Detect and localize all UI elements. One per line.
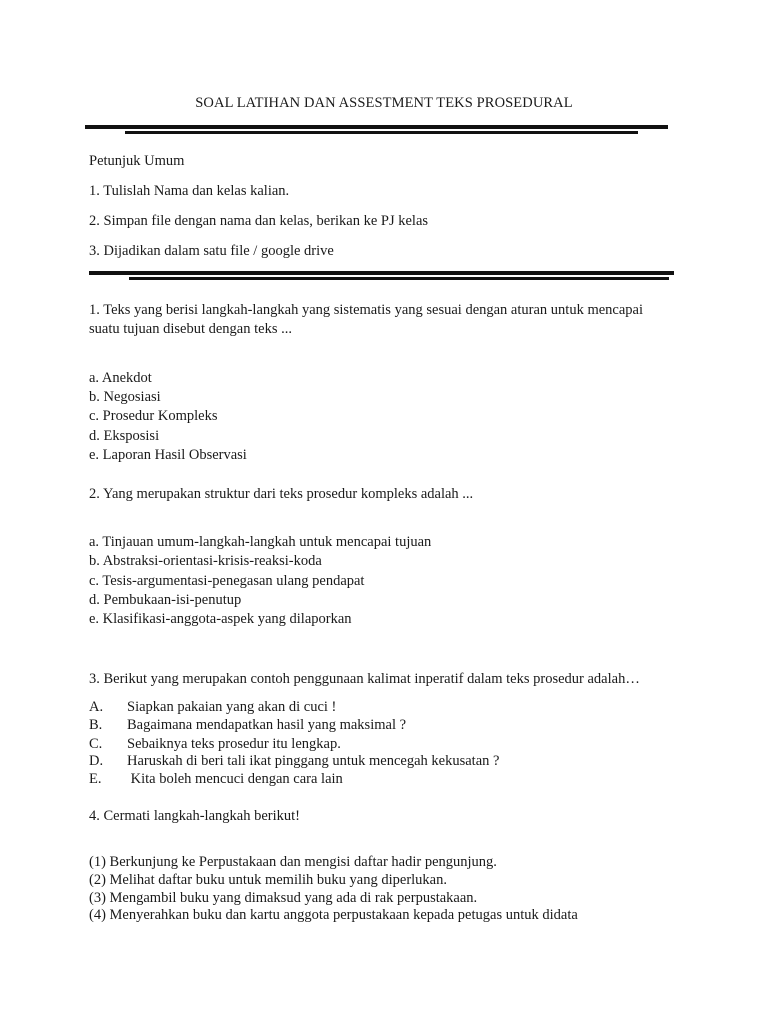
- question-3-option-b: [89, 716, 406, 735]
- question-4-step-2: (2) Melihat daftar buku untuk memilih buku yang diperlukan.: [89, 872, 447, 888]
- question-1-option-d: d. Eksposisi: [89, 428, 160, 444]
- option-letter: E.: [89, 771, 102, 787]
- question-1-option-e: e. Laporan Hasil Observasi: [89, 447, 247, 463]
- question-1-text-line1: 1. Teks yang berisi langkah-langkah yang sistematis yang sesuai dengan aturan untuk mencapai: [89, 302, 643, 318]
- question-3-option-d: [89, 752, 499, 771]
- option-text: Haruskah di beri tali ikat pinggang untuk mencegah kekusatan ?: [127, 753, 500, 769]
- instructions-heading: Petunjuk Umum: [89, 153, 185, 169]
- option-letter: B.: [89, 717, 103, 733]
- question-4-step-4: (4) Menyerahkan buku dan kartu anggota perpustakaan kepada petugas untuk didata: [89, 907, 578, 923]
- question-1-option-c: c. Prosedur Kompleks: [89, 408, 218, 424]
- question-3-option-e: [89, 770, 343, 789]
- question-4-text: 4. Cermati langkah-langkah berikut!: [89, 808, 300, 824]
- title-rule-thick: [85, 125, 668, 129]
- instructions-rule-thick: [89, 271, 674, 275]
- option-letter: A.: [89, 699, 104, 715]
- instruction-item-1: 1. Tulislah Nama dan kelas kalian.: [89, 183, 290, 199]
- option-text: Siapkan pakaian yang akan di cuci !: [127, 699, 337, 715]
- question-3-option-a: [89, 698, 336, 717]
- question-2-option-d: d. Pembukaan-isi-penutup: [89, 592, 242, 608]
- option-letter: C.: [89, 736, 103, 752]
- instructions-rule-thin: [129, 277, 669, 280]
- option-text: Sebaiknya teks prosedur itu lengkap.: [127, 736, 341, 752]
- question-4-step-1: (1) Berkunjung ke Perpustakaan dan mengisi daftar hadir pengunjung.: [89, 854, 497, 870]
- question-2-option-c: c. Tesis-argumentasi-penegasan ulang pendapat: [89, 573, 365, 589]
- question-1-option-b: b. Negosiasi: [89, 389, 161, 405]
- title-rule-thin: [125, 131, 638, 134]
- instruction-item-2: 2. Simpan file dengan nama dan kelas, berikan ke PJ kelas: [89, 213, 429, 229]
- option-letter: D.: [89, 753, 104, 769]
- question-2-text: 2. Yang merupakan struktur dari teks prosedur kompleks adalah ...: [89, 486, 474, 502]
- question-2-option-a: a. Tinjauan umum-langkah-langkah untuk mencapai tujuan: [89, 534, 432, 550]
- question-1-option-a: a. Anekdot: [89, 370, 152, 386]
- question-2-option-b: b. Abstraksi-orientasi-krisis-reaksi-koda: [89, 553, 322, 569]
- question-3-text: 3. Berikut yang merupakan contoh penggunaan kalimat inperatif dalam teks prosedur adalah…: [89, 671, 640, 687]
- option-text: Kita boleh mencuci dengan cara lain: [127, 771, 343, 787]
- document-title: SOAL LATIHAN DAN ASSESTMENT TEKS PROSEDURAL: [195, 95, 573, 111]
- question-4-step-3: (3) Mengambil buku yang dimaksud yang ada di rak perpustakaan.: [89, 890, 478, 906]
- question-1-text-line2: suatu tujuan disebut dengan teks ...: [89, 321, 292, 337]
- option-text: Bagaimana mendapatkan hasil yang maksimal ?: [127, 717, 407, 733]
- instruction-item-3: 3. Dijadikan dalam satu file / google drive: [89, 243, 334, 259]
- question-2-option-e: e. Klasifikasi-anggota-aspek yang dilaporkan: [89, 611, 352, 627]
